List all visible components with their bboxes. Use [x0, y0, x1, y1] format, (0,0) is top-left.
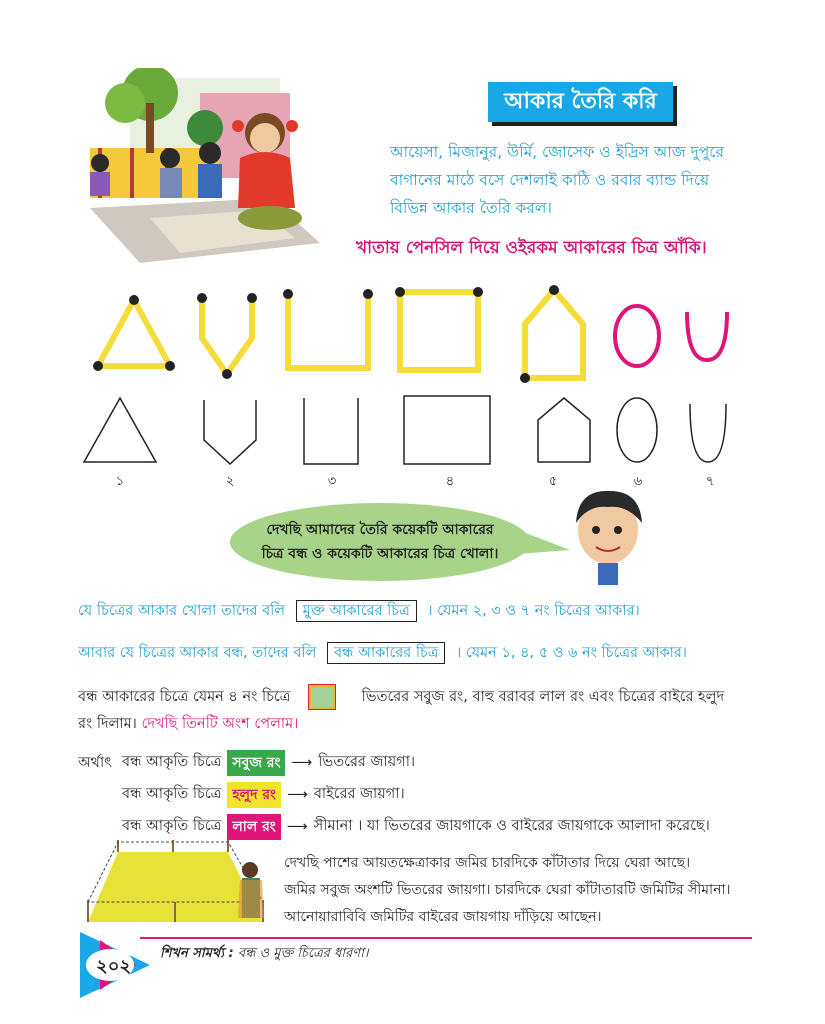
row-label: বন্ধ আকৃতি চিত্রে [122, 754, 222, 770]
outline-pentagon [538, 398, 590, 462]
meaning-row-green [122, 750, 415, 776]
field-line: আনোয়ারাবিবি জমিটির বাইরের জায়গায় দাঁড়িয়ে আছেন। [284, 909, 602, 925]
row-label: বন্ধ আকৃতি চিত্রে [122, 818, 222, 834]
shape-number-2: ২ [225, 474, 235, 489]
speech-line: দেখছি আমাদের তৈরি কয়েকটি আকারের [266, 522, 494, 538]
matchstick-u-shape [288, 294, 368, 368]
yellow-tag: হলুদ রং [227, 782, 281, 808]
arrow-icon: ⟶ [291, 755, 313, 771]
footer-text: বন্ধ ও মুক্ত চিত্রের ধারণা। [237, 946, 369, 961]
open-line-pre: যে চিত্রের আকার খোলা তাদের বলি [78, 603, 286, 619]
page-number: ২০২ [96, 956, 132, 977]
outline-u-curve [690, 404, 726, 462]
meaning-row-pink [122, 814, 710, 840]
garden-illustration [70, 68, 360, 273]
intro-line: বাগানের মাঠে বসে দেশলাই কাঠি ও রবার ব্যান্ড দিয়ে [390, 171, 710, 189]
outline-oval [617, 398, 657, 462]
row-desc: ভিতরের জায়গা। [318, 754, 416, 770]
closed-line-pre: আবার যে চিত্রের আকার বন্ধ, তাদের বলি [78, 645, 317, 661]
shape-number-6: ৬ [633, 474, 643, 489]
outline-square [404, 396, 490, 464]
outline-u-shape [304, 398, 358, 464]
row-desc: সীমানা । যা ভিতরের জায়গাকে ও বাইরের জায়গাকে আলাদা করেছে। [313, 818, 710, 834]
pink-tag: লাল রং [227, 814, 281, 840]
footer-divider [140, 937, 752, 939]
outline-triangle [84, 398, 156, 462]
field-line: দেখছি পাশের আয়তক্ষেত্রাকার জমির চারদিকে কাঁটাতার দিয়ে ঘেরা আছে। [284, 855, 691, 871]
arrow-icon: ⟶ [286, 819, 308, 835]
fenced-field-illustration [78, 840, 278, 930]
field-line: জমির সবুজ অংশটি ভিতরের জায়গা। চারদিকে ঘেরা কাঁটাতারটি জমিটির সীমানা। [284, 882, 731, 898]
shape-number-5: ৫ [548, 474, 558, 489]
fig4-pre: বন্ধ আকারের চিত্রে যেমন ৪ নং চিত্রে [78, 689, 291, 705]
matchstick-pentagon [525, 290, 583, 378]
intro-paragraph [390, 138, 785, 222]
open-shape-definition [78, 600, 640, 624]
open-shape-term: মুক্ত আকারের চিত্র [296, 600, 417, 622]
rubberband-oval [615, 306, 659, 366]
page-title: আকার তৈরি করি [488, 82, 673, 122]
learning-outcome [160, 944, 369, 965]
open-line-post: । যেমন ২, ৩ ও ৭ নং চিত্রের আকার। [427, 603, 640, 619]
closed-shape-term: বন্ধ আকারের চিত্র [327, 642, 445, 664]
row-desc: বাইরের জায়গা। [313, 786, 405, 802]
intro-line: বিভিন্ন আকার তৈরি করল। [390, 199, 552, 217]
shape-number-7: ৭ [705, 474, 715, 489]
speech-bubble [230, 503, 530, 581]
shape-number-4: ৪ [445, 474, 455, 489]
three-parts-highlight: দেখছি তিনটি অংশ পেলাম। [141, 716, 299, 732]
fig4-post: ভিতরের সবুজ রং, বাহু বরাবর লাল রং এবং চিত্রের বাইরে হলুদ [361, 689, 725, 705]
boy-illustration [568, 485, 648, 585]
shape-number-3: ৩ [327, 474, 337, 489]
green-tag: সবুজ রং [227, 750, 285, 776]
shape-number-1: ১ [115, 474, 125, 489]
meaning-row-yellow [122, 782, 405, 808]
footer-label: শিখন সামর্থ্য : [160, 946, 234, 961]
closed-line-post: । যেমন ১, ৪, ৫ ও ৬ নং চিত্রের আকার। [456, 645, 687, 661]
outline-shapes [80, 390, 760, 470]
field-description [284, 850, 731, 931]
matchstick-triangle [98, 300, 170, 366]
rubberband-u [687, 312, 727, 360]
fig4-line2: রং দিলাম। [78, 716, 137, 732]
matchstick-square [400, 292, 478, 370]
closed-shape-definition [78, 642, 687, 666]
instruction-text: খাতায় পেনসিল দিয়ে ওইরকম আকারের চিত্র আঁকি। [356, 238, 707, 258]
row-label: বন্ধ আকৃতি চিত্রে [122, 786, 222, 802]
arrow-icon: ⟶ [287, 787, 308, 803]
colored-square-swatch [309, 685, 335, 709]
matchstick-v-shape [202, 298, 252, 374]
figure4-paragraph [78, 684, 768, 738]
matchstick-shapes [80, 278, 760, 383]
intro-line: আয়েসা, মিজানুর, উর্মি, জোসেফ ও ইদ্রিস আজ দুপুরে [390, 143, 724, 161]
meaning-label: অর্থাৎ [78, 755, 112, 771]
outline-v-shape [204, 400, 256, 464]
speech-line: চিত্র বন্ধ ও কয়েকটি আকারের চিত্র খোলা। [261, 546, 499, 562]
